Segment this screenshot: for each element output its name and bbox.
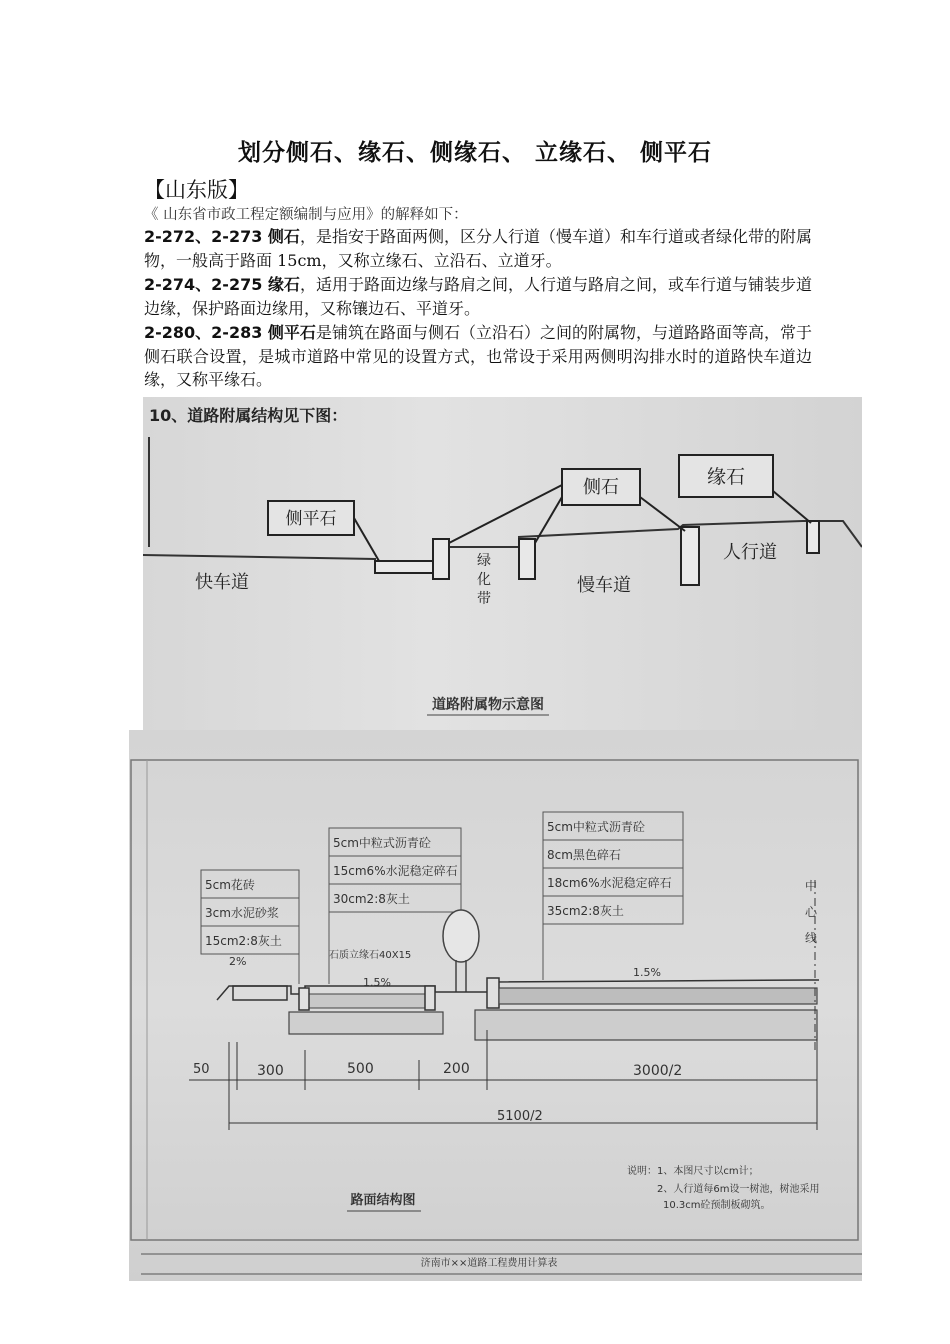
code-side-stone: 2-272、2-273 侧石 [144,227,300,246]
green-belt-curb-left [433,539,449,579]
layer-right-3: 18cm6%水泥稳定碎石 [547,876,672,890]
label-sidewalk: 人行道 [723,542,777,563]
side-flat-stone-block [375,561,433,573]
code-edge-stone: 2-274、2-275 缘石 [144,275,300,294]
pointer-side-flat-stone [354,518,379,561]
slope-right: 1.5% [633,966,661,979]
label-green-belt-3: 带 [477,591,491,607]
dim-50: 50 [193,1062,210,1077]
fig2-footer: 济南市××道路工程费用计算表 [420,1258,558,1269]
label-fast-lane: 快车道 [195,572,249,593]
stone-note: 石质立缘石40X15 [329,950,412,961]
edge-stone-block [807,521,819,553]
code-side-flat-stone: 2-280、2-283 侧平石 [144,323,316,342]
centerline-char-1: 中 [805,879,818,893]
dim-500: 500 [347,1061,374,1077]
layer-left-2: 3cm水泥砂浆 [205,906,279,920]
pavement-structure-figure [129,730,862,1281]
layer-mid-2: 15cm6%水泥稳定碎石 [333,864,458,878]
page-title: 划分侧石、缘石、侧缘石、 立缘石、 侧平石 [237,140,712,166]
layer-right-4: 35cm2:8灰土 [547,904,624,918]
note-2: 2、人行道每6m设一树池，树池采用 [657,1184,820,1195]
paragraph-side-flat-stone [144,321,812,392]
base-layer-right [475,1010,817,1040]
layer-mid-3: 30cm2:8灰土 [333,892,410,906]
layer-right-2: 8cm黑色碎石 [547,848,621,862]
green-belt-curb-right [519,539,535,579]
tree-icon [443,910,479,992]
text-side-stone: ，是指安于路面两侧，区分人行道（慢车道）和车行道或者绿化带的附属物，一般高于路面 15cm，又称立缘石、立沿石、立道牙。 [144,227,812,270]
text-edge-stone: ，适用于路面边缘与路肩之间，人行道与路肩之间，或车行道与铺装步道边缘，保护路面边缘用，又称镶边石、平道牙。 [144,275,812,318]
road-appurtenance-diagram [143,397,862,730]
side-stone-block [681,527,699,585]
centerline-char-3: 线 [805,931,818,945]
dim-3000: 3000/2 [633,1063,683,1079]
road-appurtenance-figure [143,397,862,730]
slope-left: 2% [229,955,247,968]
label-side-flat-stone: 侧平石 [285,509,337,529]
layer-right-1: 5cm中粒式沥青砼 [547,820,645,834]
right-layer-table [543,812,683,924]
pointer-side-stone-1 [449,485,562,543]
dim-300: 300 [257,1063,284,1079]
text-side-flat-stone: 是铺筑在路面与侧石（立沿石）之间的附属物，与道路路面等高，常于侧石联合设置，是城市道路中常见的设置方式，也常设于采用两侧明沟排水时的道路快车道边缘，又称平缘石。 [144,323,812,389]
layer-mid-1: 5cm中粒式沥青砼 [333,836,431,850]
label-slow-lane: 慢车道 [577,575,631,596]
fig1-heading: 10、道路附属结构见下图： [149,406,348,425]
fig2-caption: 路面结构图 [350,1193,416,1208]
mid-layer-table [329,828,461,912]
asphalt-layer-mid [305,994,429,1008]
label-green-belt-2: 化 [477,572,491,588]
curb-stone-1 [299,988,309,1010]
layer-left-3: 15cm2:8灰土 [205,934,282,948]
asphalt-layer-right [499,988,817,1004]
dim-200: 200 [443,1061,470,1077]
fig1-caption: 道路附属物示意图 [432,697,544,713]
edition-label: 【山东版】 [144,178,249,202]
pointer-side-stone-3 [640,497,685,531]
label-side-stone: 侧石 [583,477,619,498]
note-3: 10.3cm砼预制板砌筑。 [663,1200,771,1211]
label-green-belt-1: 绿 [477,553,491,569]
dim-total: 5100/2 [497,1109,543,1124]
left-layer-table [201,870,299,954]
slope-mid: 1.5% [363,976,391,989]
note-1: 说明：1、本图尺寸以cm计； [627,1166,759,1177]
curb-stone-3 [487,978,499,1008]
sidewalk-brick-block [233,986,287,1000]
curb-stone-2 [425,986,435,1010]
pavement-structure-diagram [129,730,862,1281]
paragraph-side-stone [144,225,812,272]
centerline-char-2: 心 [805,905,818,919]
pointer-edge-stone [773,491,811,523]
label-edge-stone: 缘石 [706,466,746,488]
green-base-block [289,1012,443,1034]
layer-left-1: 5cm花砖 [205,878,255,892]
paragraph-edge-stone [144,273,812,320]
intro-text: 《 山东省市政工程定额编制与应用》的解释如下： [144,207,468,223]
